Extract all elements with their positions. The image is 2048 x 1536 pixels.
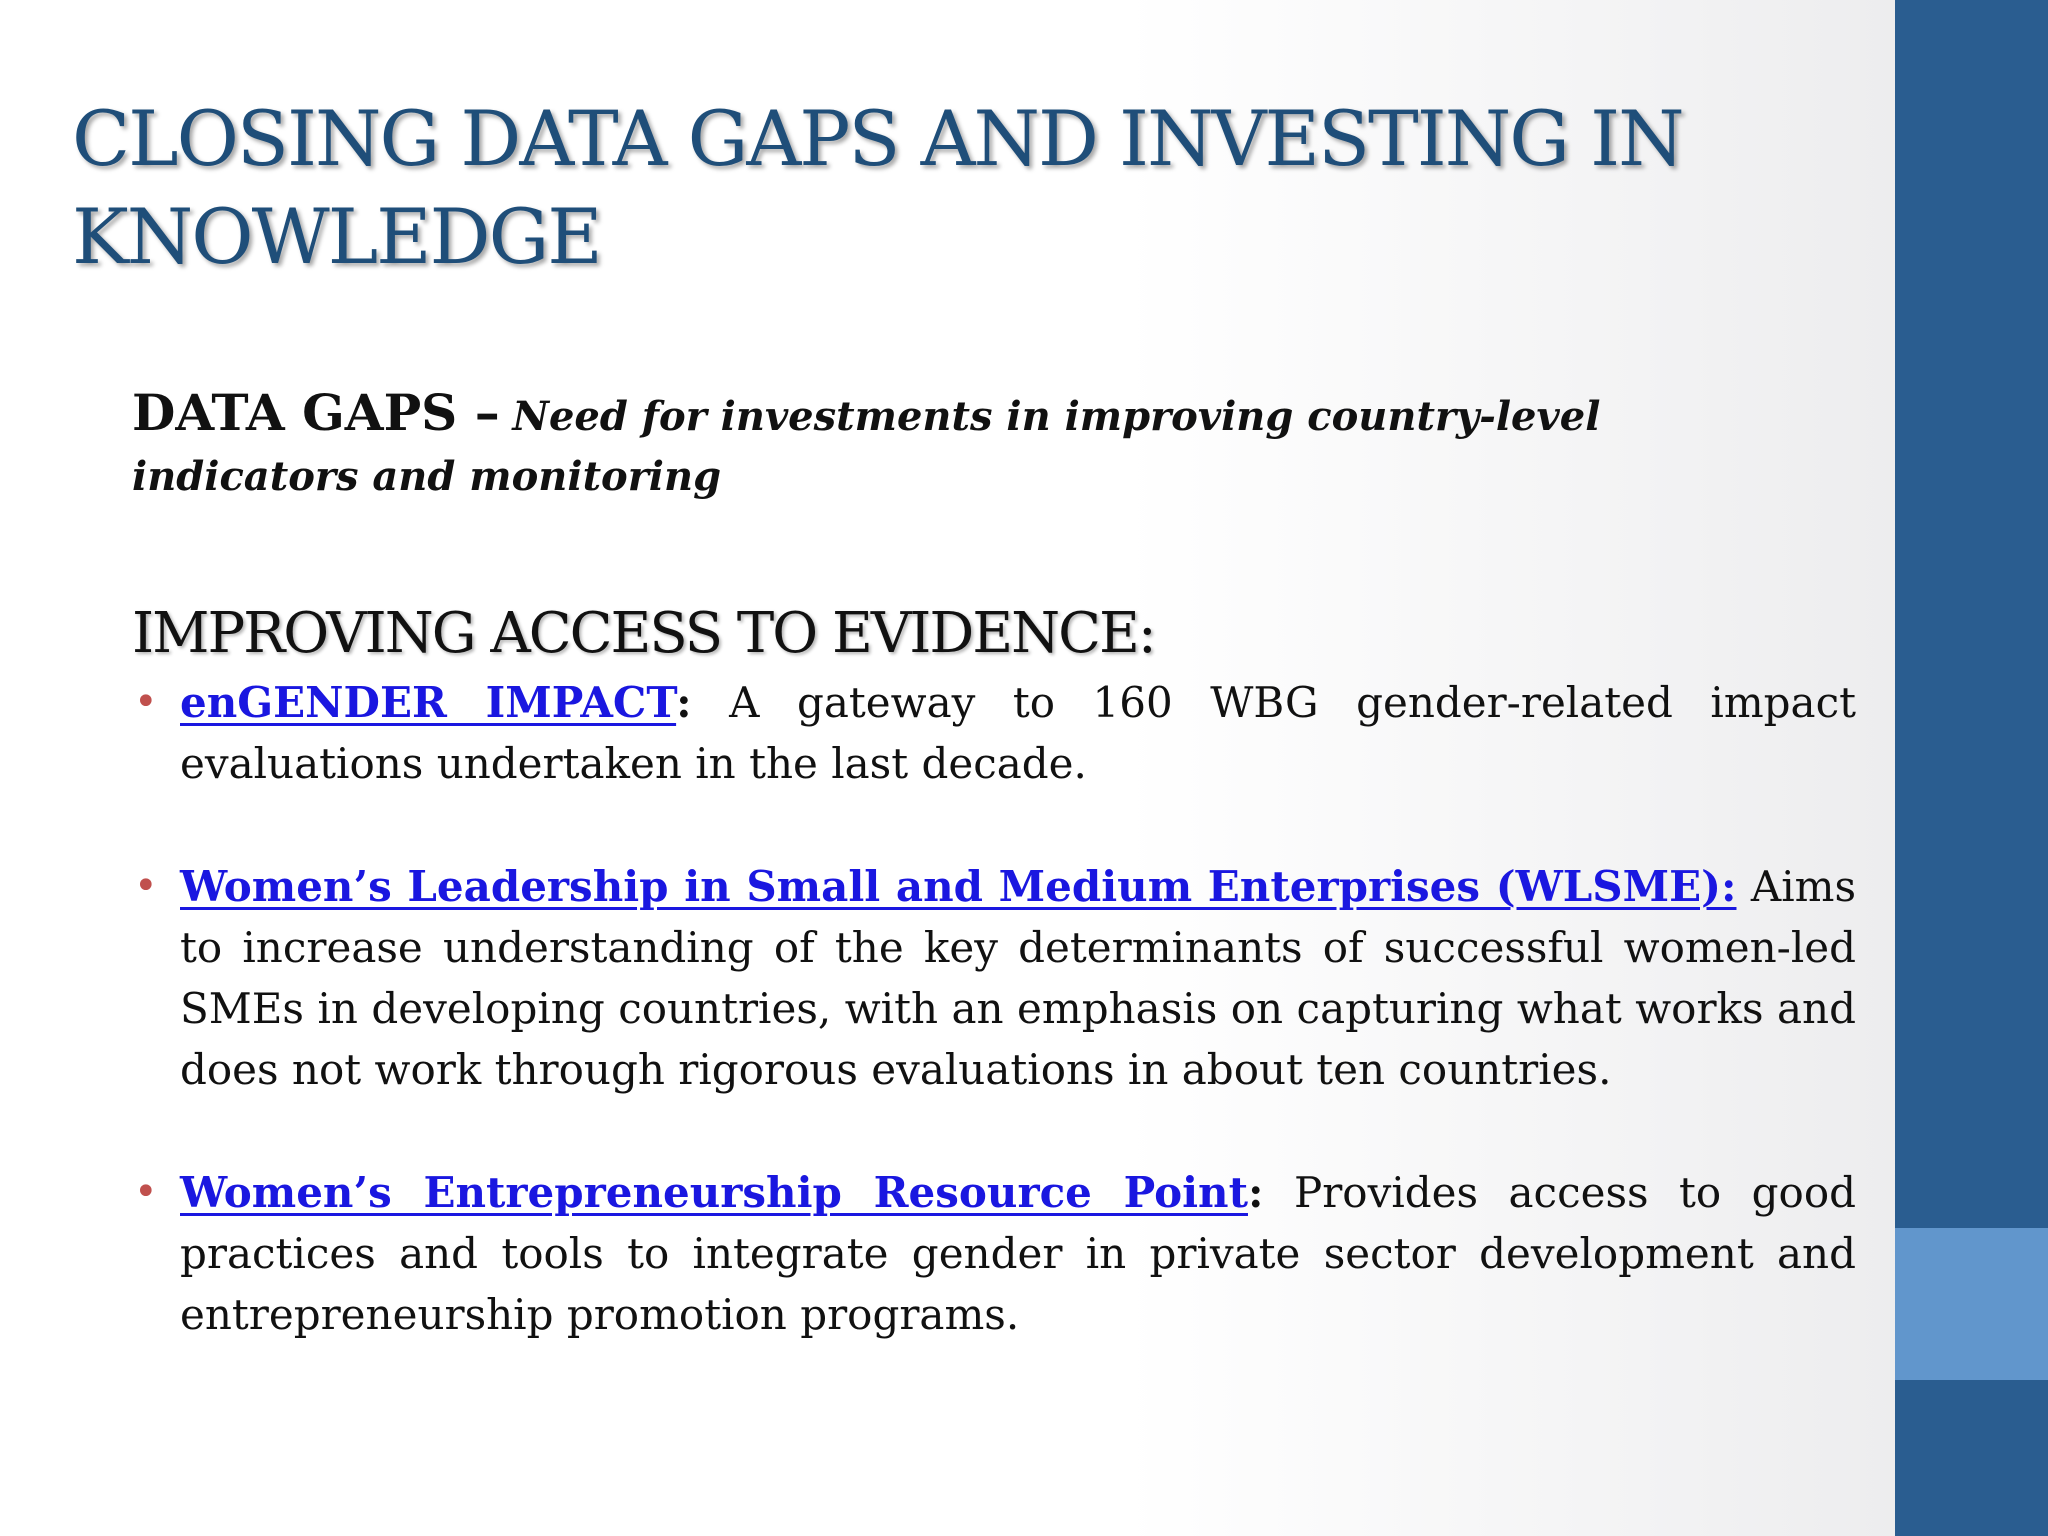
bullet-dot-icon: • xyxy=(134,863,158,909)
slide-title-line-2: KNOWLEDGE xyxy=(72,192,601,281)
bullet-colon: : xyxy=(676,678,692,727)
engender-impact-link[interactable]: enGENDER IMPACT xyxy=(180,678,677,727)
evidence-bullet-list xyxy=(132,672,1856,1345)
bullet-text: A gateway to 160 WBG gender-related impact evaluations undertaken in the last decade. xyxy=(180,678,1856,788)
bullet-colon: : xyxy=(1247,1168,1264,1217)
bullet-text: Provides access to good practices and tools to integrate gender in private sector development and entrepreneurship promotion programs. xyxy=(180,1168,1856,1339)
bullet-resource-point xyxy=(132,1162,1856,1345)
data-gaps-lead: DATA GAPS – xyxy=(132,383,500,442)
bullet-text: Aims to increase understanding of the key determinants of successful women-led SMEs in developing countries, with an emphasis on capturing what works and does not work through rigorous evaluations in about ten countries. xyxy=(180,862,1856,1094)
section-heading: IMPROVING ACCESS TO EVIDENCE: xyxy=(132,601,1155,666)
bullet-engender-impact xyxy=(132,672,1856,794)
bullet-wlsme xyxy=(132,856,1856,1100)
right-sidebar-accent-block xyxy=(1895,1228,2048,1380)
bullet-dot-icon: • xyxy=(134,679,158,725)
wlsme-link[interactable]: Women’s Leadership in Small and Medium Enterprises (WLSME): xyxy=(180,862,1737,911)
slide-title-line-1: CLOSING DATA GAPS AND INVESTING IN xyxy=(72,94,1683,183)
resource-point-link[interactable]: Women’s Entrepreneurship Resource Point xyxy=(180,1168,1248,1217)
data-gaps-statement xyxy=(132,383,1832,507)
data-gaps-description: Need for investments in improving country-level indicators and monitoring xyxy=(132,393,1601,500)
bullet-dot-icon: • xyxy=(134,1169,158,1215)
slide-title xyxy=(72,90,1852,286)
